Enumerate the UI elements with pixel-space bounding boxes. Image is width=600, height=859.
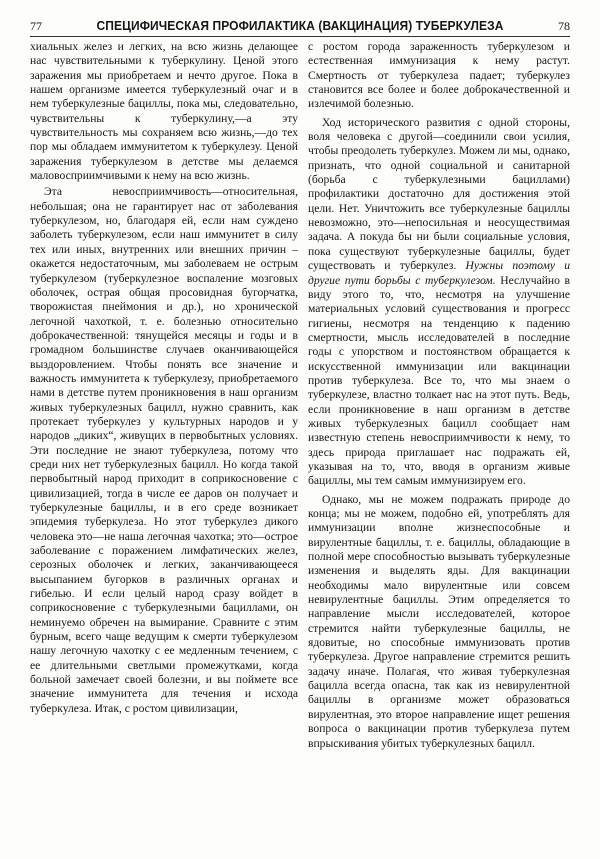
running-title: СПЕЦИФИЧЕСКАЯ ПРОФИЛАКТИКА (ВАКЦИНАЦИЯ) ТУБЕРКУЛЕЗА	[96, 19, 504, 33]
page-number-left: 77	[30, 19, 42, 33]
page-number-right: 78	[558, 19, 570, 33]
header-rule	[30, 36, 570, 37]
text-columns	[30, 40, 570, 853]
right-paragraph-1: с ростом города зараженность туберкулезом и естественная иммунизация к нему растут. Смертность от туберкулеза падает; туберкулез становится все более и более доброкачественной и излечимой болезнью.	[308, 40, 570, 111]
right-paragraph-2-emphasis: Нужны поэтому и другие пути борьбы с туберкулезом.	[308, 259, 570, 287]
left-column	[30, 40, 298, 853]
right-paragraph-2-start: Ход исторического развития с одной стороны, воля человека с другой—соединили свои усилия, чтобы преодолеть туберкулез. Можем ли мы, однако, признать, что одной социальной и санитарной (борьба с туберкулезными бациллами) профилактики достаточно для достижения этой цели. Нет. Уничтожить все туберкулезные бациллы невозможно, это—непосильная и неосуществимая задача. А покуда бы ни были социальные условия, пока существуют туберкулезные бациллы, будет существовать и туберкулез.	[308, 115, 570, 273]
right-paragraph-2	[308, 116, 570, 489]
left-paragraph-2: Эта невосприимчивость—относительная, небольшая; она не гарантирует нас от заболевания туберкулезом, но, благодаря ей, если нам суждено заболеть туберкулезом, если наш иммунитет в силу тех или иных, внутренних или внешних причин – окажется недостаточным, мы заболеваем не острым туберкулезом (туберкулезное воспаление мозговых оболочек, острая общая просовидная бугорчатка, творожистая пнеймония и др.), но хронической легочной чахоткой, т. е. болезнью относительно доброкачественной: тянущейся месяцы и годы и в громадном большинстве случаев оканчивающейся выздоровлением. Чтобы понять все значение и важность иммунитета к туберкулезу, приобретаемого нами в детстве путем проникновения в наш организм живых туберкулезных бацилл, нужно сравнить, как протекает туберкулез у культурных народов и у народов „диких“, живущих в первобытных условиях. Эти последние не знают туберкулеза, потому что среди них нет туберкулезных бацилл. Но когда такой первобытный народ приходит в соприкосновение с цивилизацией, тогда в числе ее даров он получает и туберкулезные бациллы, и в его среде возникает эпидемия туберкулеза. Но этот туберкулез дикого человека это—не наша легочная чахотка; это—острое заболевание с поражением лимфатических желез, серозных оболочек и легких, заканчивающееся высыпанием бугорков в различных органах и гибелью. И если целый народ сразу войдет в соприкосновение с туберкулезными бациллами, он неминуемо обречен на вымирание. Сравните с этим бурным, всего чаще ведущим к смерти туберкулезом нашу легочную чахотку с ее медленным течением, с ее длительными светлыми промежутками, когда больной замечает своей болезни, и вы поймете все значение иммунитета для течения и исхода туберкулеза. Итак, с ростом цивилизации,	[30, 185, 298, 715]
left-paragraph-1: хиальных желез и легких, на всю жизнь делающее нас чувствительными к туберкулину. Ценой этого заражения мы приобретаем и нечто другое. Пока в нашем организме имеется туберкулезный очаг и в нем туберкулезные бациллы, пока мы, следовательно, чувствительны к туберкулину,—а эту чувствительность мы сохраняем всю жизнь,—до тех пор мы обладаем иммунитетом к туберкулезу. Ценой заражения туберкулезом в детстве мы делаемся маловосприимчивыми к нему на всю жизнь.	[30, 40, 298, 183]
running-header	[30, 12, 570, 34]
right-paragraph-2-end: Неслучайно в виду этого то, что, несмотря на улучшение материальных условий существования и прогресс гигиены, несмотря на тенденцию к падению смертности, мысль исследователей в последние годы с упорством и постоянством обращается к искусственной иммунизации или вакцинации против туберкулеза. Все то, что мы знаем о туберкулезе, властно толкает нас на этот путь. Ведь, если проникновение в наш организм в детстве живых туберкулезных бацилл сообщает нам известную степень невосприимчивости к нему, то здесь природа приглашает нас подражать ей, указывая на то, что, вводя в организм живые бациллы, мы тем самым иммунизируем его.	[308, 273, 570, 488]
right-column	[308, 40, 570, 853]
right-paragraph-3: Однако, мы не можем подражать природе до конца; мы не можем, подобно ей, употреблять для иммунизации вполне жизнеспособные и вирулентные бациллы, т. е. бациллы, обладающие в полной мере способностью вызывать туберкулезные изменения и выделять яды. Для вакцинации необходимы мало вирулентные или совсем невирулентные бациллы. Этим определяется то направление мысли исследователей, которое стремится найти туберкулезные бациллы, не ядовитые, но способные иммунизовать против туберкулеза. Другое направление стремится решить задачу иначе. Полагая, что живая туберкулезная бацилла всегда опасна, так как из невирулентной бациллы в организме может образоваться вирулентная, это второе направление ищет решения вопроса о вакцинации против туберкулеза путем впрыскивания убитых туберкулезных бацилл.	[308, 492, 570, 750]
